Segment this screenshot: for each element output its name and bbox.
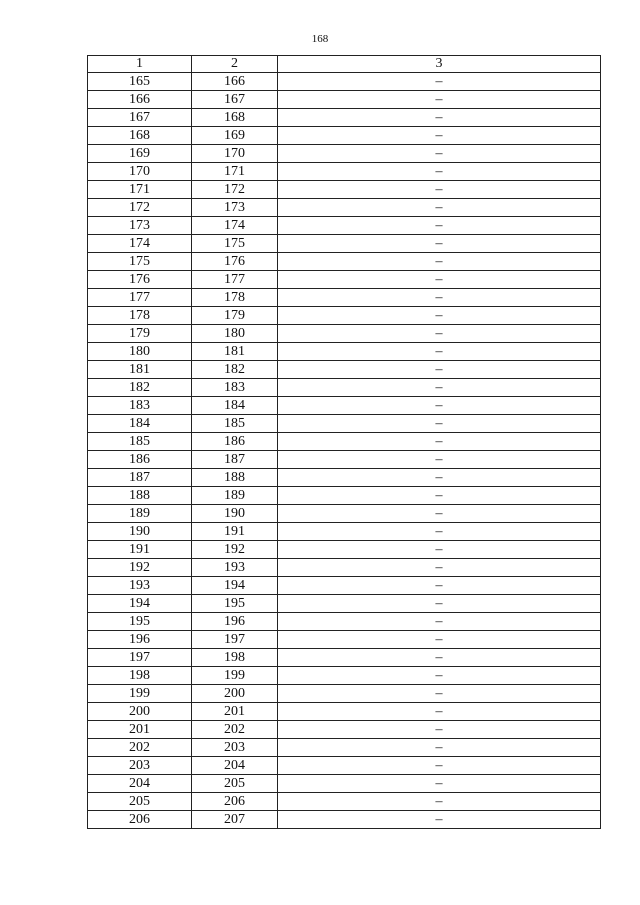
table-cell: 179 (192, 307, 278, 325)
table-cell: 192 (88, 559, 192, 577)
table-row (88, 703, 601, 721)
table-cell: 194 (192, 577, 278, 595)
table-cell: 203 (192, 739, 278, 757)
table-cell: 178 (88, 307, 192, 325)
table-row (88, 577, 601, 595)
table-cell: 190 (192, 505, 278, 523)
table-header (88, 56, 601, 73)
table-row (88, 307, 601, 325)
table-row (88, 163, 601, 181)
table-cell: 169 (88, 145, 192, 163)
table-cell: 171 (88, 181, 192, 199)
table-cell: – (278, 577, 601, 595)
table-cell: 173 (88, 217, 192, 235)
table-cell: 177 (88, 289, 192, 307)
table-row (88, 469, 601, 487)
table-cell: 205 (88, 793, 192, 811)
table-cell: 190 (88, 523, 192, 541)
table-cell: 200 (192, 685, 278, 703)
table-row (88, 181, 601, 199)
table-cell: 176 (88, 271, 192, 289)
table-cell: 188 (192, 469, 278, 487)
table-cell: 180 (88, 343, 192, 361)
table-row (88, 613, 601, 631)
table-cell: 178 (192, 289, 278, 307)
table-cell: – (278, 451, 601, 469)
table-row (88, 775, 601, 793)
table-cell: 192 (192, 541, 278, 559)
table-cell: 196 (192, 613, 278, 631)
table-cell: – (278, 523, 601, 541)
table-cell: 174 (88, 235, 192, 253)
table-row (88, 127, 601, 145)
table-cell: 186 (88, 451, 192, 469)
table-cell: 201 (88, 721, 192, 739)
table-cell: – (278, 379, 601, 397)
table-cell: 186 (192, 433, 278, 451)
table-cell: 166 (192, 73, 278, 91)
table-cell: 185 (88, 433, 192, 451)
table-row (88, 811, 601, 829)
column-header: 3 (278, 56, 601, 73)
table-cell: 206 (88, 811, 192, 829)
column-header: 1 (88, 56, 192, 73)
table-cell: 197 (88, 649, 192, 667)
data-table (87, 55, 601, 829)
table-cell: – (278, 397, 601, 415)
table-row (88, 289, 601, 307)
table-row (88, 505, 601, 523)
table-cell: 183 (192, 379, 278, 397)
page-number: 168 (311, 33, 329, 45)
table-cell: – (278, 109, 601, 127)
table-row (88, 271, 601, 289)
table-cell: – (278, 325, 601, 343)
table-cell: 203 (88, 757, 192, 775)
table-cell: 193 (88, 577, 192, 595)
table-row (88, 145, 601, 163)
table-row (88, 523, 601, 541)
table-cell: 175 (88, 253, 192, 271)
table-cell: – (278, 361, 601, 379)
table-cell: 167 (192, 91, 278, 109)
table-cell: – (278, 181, 601, 199)
table-row (88, 109, 601, 127)
table-row (88, 217, 601, 235)
table-cell: – (278, 775, 601, 793)
table-cell: 202 (192, 721, 278, 739)
table-cell: 187 (192, 451, 278, 469)
column-header: 2 (192, 56, 278, 73)
table-cell: – (278, 235, 601, 253)
table-cell: – (278, 541, 601, 559)
table-cell: – (278, 631, 601, 649)
table-row (88, 739, 601, 757)
table-cell: 184 (192, 397, 278, 415)
table-row (88, 415, 601, 433)
table-cell: 165 (88, 73, 192, 91)
table-cell: 185 (192, 415, 278, 433)
table-cell: 202 (88, 739, 192, 757)
table-row (88, 433, 601, 451)
table-cell: – (278, 793, 601, 811)
table-cell: – (278, 127, 601, 145)
table-cell: 177 (192, 271, 278, 289)
table-row (88, 73, 601, 91)
table-row (88, 559, 601, 577)
table-row (88, 487, 601, 505)
header-row (88, 56, 601, 73)
table-cell: – (278, 343, 601, 361)
table-cell: – (278, 163, 601, 181)
table-row (88, 91, 601, 109)
table-cell: – (278, 73, 601, 91)
table-cell: – (278, 199, 601, 217)
table-cell: 180 (192, 325, 278, 343)
table-cell: 166 (88, 91, 192, 109)
table-cell: 195 (88, 613, 192, 631)
table-cell: 172 (88, 199, 192, 217)
table-cell: 198 (88, 667, 192, 685)
table-cell: – (278, 271, 601, 289)
table-cell: 204 (88, 775, 192, 793)
table-cell: – (278, 289, 601, 307)
table-cell: 168 (192, 109, 278, 127)
table-cell: 195 (192, 595, 278, 613)
table-cell: 191 (88, 541, 192, 559)
table-row (88, 397, 601, 415)
table-cell: 181 (88, 361, 192, 379)
table-cell: 191 (192, 523, 278, 541)
table-row (88, 235, 601, 253)
table-row (88, 541, 601, 559)
table-cell: 183 (88, 397, 192, 415)
table-cell: 174 (192, 217, 278, 235)
table-cell: 200 (88, 703, 192, 721)
table-row (88, 721, 601, 739)
table-cell: – (278, 559, 601, 577)
table-cell: 194 (88, 595, 192, 613)
table-row (88, 793, 601, 811)
table-cell: – (278, 415, 601, 433)
table-cell: 175 (192, 235, 278, 253)
table-cell: 207 (192, 811, 278, 829)
table-cell: 206 (192, 793, 278, 811)
table-row (88, 595, 601, 613)
table-cell: 176 (192, 253, 278, 271)
table-cell: 189 (192, 487, 278, 505)
table-cell: – (278, 433, 601, 451)
table-cell: 173 (192, 199, 278, 217)
table-cell: 204 (192, 757, 278, 775)
table-cell: – (278, 811, 601, 829)
table-cell: – (278, 505, 601, 523)
table-cell: 188 (88, 487, 192, 505)
table-cell: – (278, 487, 601, 505)
table-body (88, 73, 601, 829)
table-cell: 189 (88, 505, 192, 523)
table-cell: 196 (88, 631, 192, 649)
table-cell: 172 (192, 181, 278, 199)
table-cell: – (278, 613, 601, 631)
table-cell: – (278, 739, 601, 757)
table-cell: 179 (88, 325, 192, 343)
table-cell: 171 (192, 163, 278, 181)
table-cell: – (278, 253, 601, 271)
table-cell: 197 (192, 631, 278, 649)
table-row (88, 451, 601, 469)
table-cell: 199 (192, 667, 278, 685)
table-cell: 201 (192, 703, 278, 721)
table-row (88, 361, 601, 379)
table-row (88, 325, 601, 343)
table-cell: 193 (192, 559, 278, 577)
table-cell: 182 (192, 361, 278, 379)
table-cell: 168 (88, 127, 192, 145)
table-cell: – (278, 721, 601, 739)
table-row (88, 379, 601, 397)
table-cell: 170 (88, 163, 192, 181)
table-cell: 169 (192, 127, 278, 145)
table-row (88, 667, 601, 685)
table-cell: 170 (192, 145, 278, 163)
table-row (88, 649, 601, 667)
table-cell: – (278, 667, 601, 685)
table-cell: 187 (88, 469, 192, 487)
table-cell: 182 (88, 379, 192, 397)
table-cell: 184 (88, 415, 192, 433)
table-cell: – (278, 685, 601, 703)
table-row (88, 685, 601, 703)
table-cell: 198 (192, 649, 278, 667)
table-cell: – (278, 469, 601, 487)
table-cell: 199 (88, 685, 192, 703)
table-cell: – (278, 91, 601, 109)
table-row (88, 253, 601, 271)
table-cell: – (278, 649, 601, 667)
table-cell: 167 (88, 109, 192, 127)
table-row (88, 199, 601, 217)
table-cell: – (278, 757, 601, 775)
table-cell: – (278, 145, 601, 163)
table-cell: – (278, 595, 601, 613)
table-cell: – (278, 703, 601, 721)
table-cell: – (278, 307, 601, 325)
table-row (88, 757, 601, 775)
table-row (88, 631, 601, 649)
table-cell: 205 (192, 775, 278, 793)
table-cell: – (278, 217, 601, 235)
table-row (88, 343, 601, 361)
table-cell: 181 (192, 343, 278, 361)
